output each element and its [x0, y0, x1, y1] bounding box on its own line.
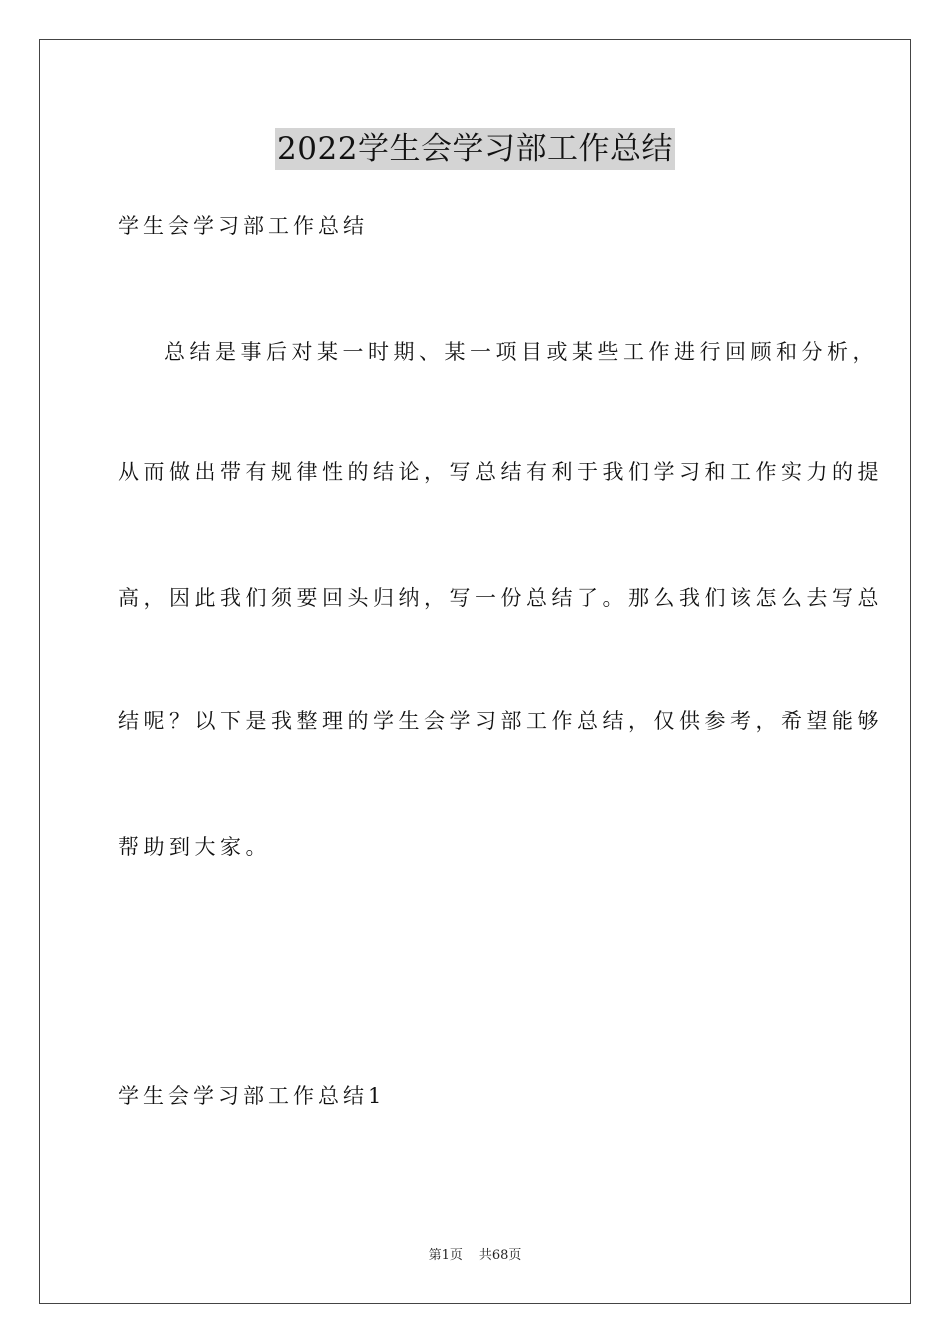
intro-line-4: 结呢？以下是我整理的学生会学习部工作总结，仅供参考，希望能够 [118, 709, 883, 733]
title-container [0, 128, 950, 170]
intro-line-1: 总结是事后对某一时期、某一项目或某些工作进行回顾和分析， [164, 340, 878, 364]
intro-line-5: 帮助到大家。 [118, 835, 271, 859]
page-number-current: 第1页 [428, 1248, 463, 1263]
intro-line-2: 从而做出带有规律性的结论，写总结有利于我们学习和工作实力的提 [118, 460, 883, 484]
page-footer [0, 1247, 950, 1265]
document-subtitle: 学生会学习部工作总结 [118, 214, 368, 238]
page-number-total: 共68页 [478, 1248, 522, 1263]
section-heading: 学生会学习部工作总结1 [118, 1084, 386, 1108]
document-title: 2022学生会学习部工作总结 [275, 128, 675, 170]
intro-line-3: 高，因此我们须要回头归纳，写一份总结了。那么我们该怎么去写总 [118, 586, 883, 610]
